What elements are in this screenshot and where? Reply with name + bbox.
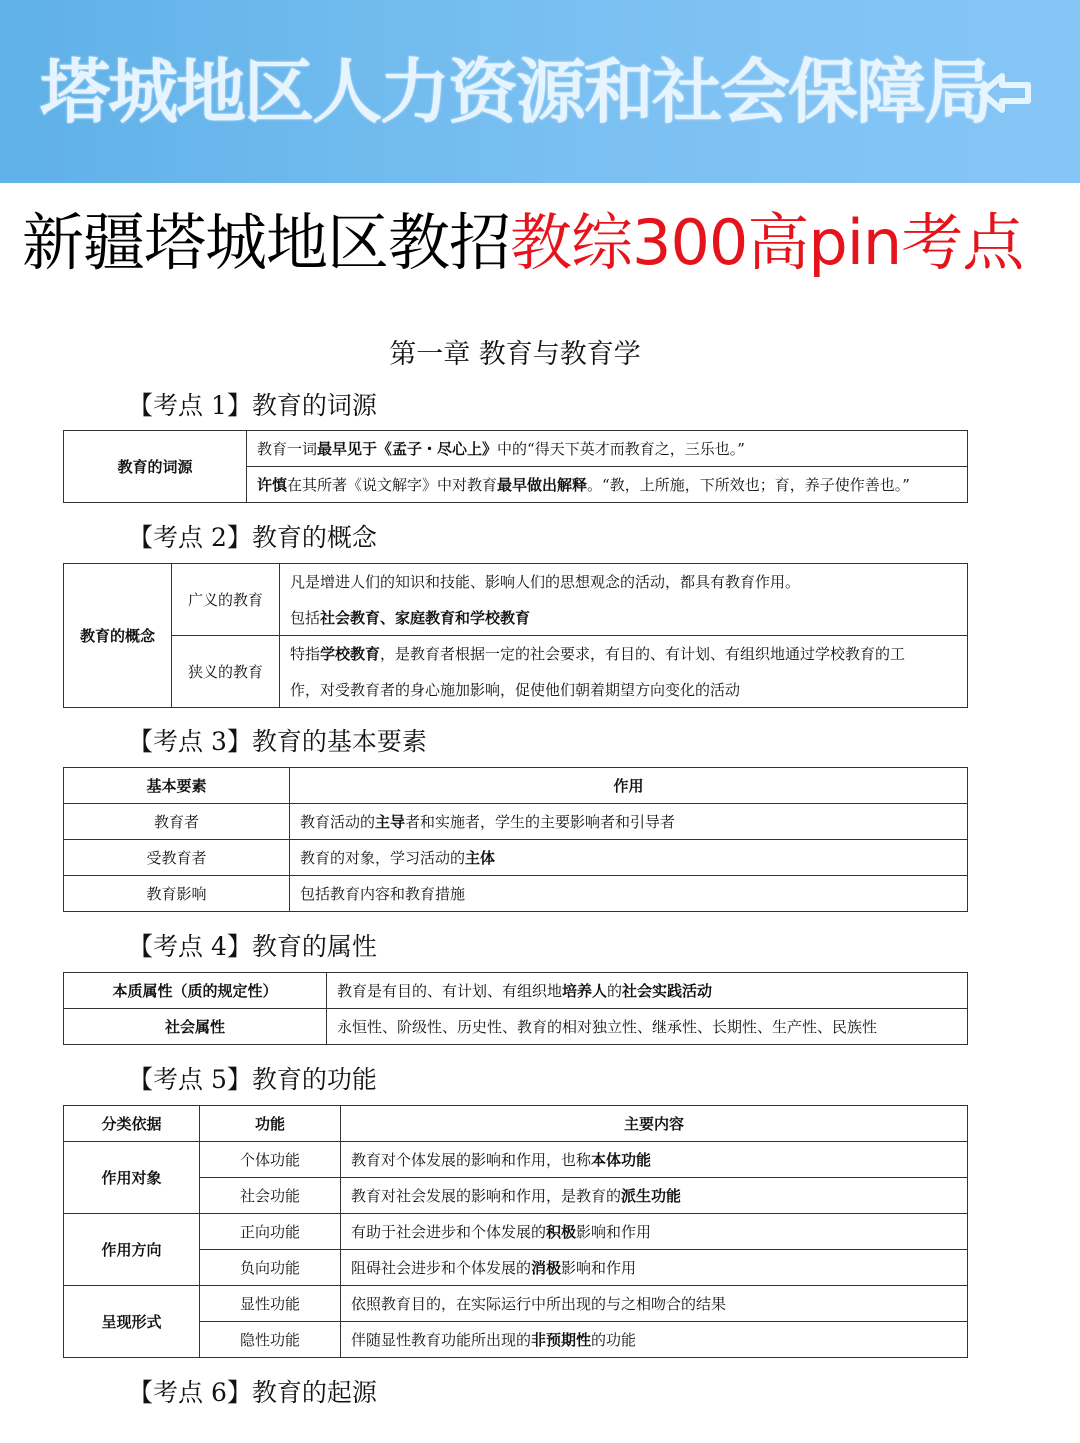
table-concept (63, 563, 968, 708)
table-cell: 包括社会教育、家庭教育和学校教育 (280, 600, 968, 636)
section-heading-2: 【考点 2】教育的概念 (128, 523, 377, 552)
broad-label: 广义的教育 (172, 564, 280, 636)
chapter-title: 第一章 教育与教育学 (389, 339, 641, 370)
table-row: 作用对象 个体功能 教育对个体发展的影响和作用，也称本体功能 (64, 1142, 968, 1178)
table-row: 呈现形式 显性功能 依照教育目的，在实际运行中所出现的与之相吻合的结果 (64, 1286, 968, 1322)
banner-title: 塔城地区人力资源和社会保障局 (40, 51, 992, 133)
table-row: 受教育者 教育的对象，学习活动的主体 (64, 840, 968, 876)
table-etymology (63, 430, 968, 503)
row-label: 教育的词源 (64, 431, 247, 503)
table-header: 基本要素 (64, 768, 290, 804)
table-header: 功能 (200, 1106, 341, 1142)
table-row: 教育者 教育活动的主导者和实施者，学生的主要影响者和引导者 (64, 804, 968, 840)
table-row: 社会功能 教育对社会发展的影响和作用，是教育的派生功能 (64, 1178, 968, 1214)
table-row: 作用方向 正向功能 有助于社会进步和个体发展的积极影响和作用 (64, 1214, 968, 1250)
section-heading-4: 【考点 4】教育的属性 (128, 932, 377, 961)
narrow-label: 狭义的教育 (172, 636, 280, 708)
table-cell: 教育一词最早见于《孟子・尽心上》中的“得天下英才而教育之，三乐也。” (247, 431, 968, 467)
table-cell: 特指学校教育，是教育者根据一定的社会要求，有目的、有计划、有组织地通过学校教育的工 (280, 636, 968, 672)
table-row: 隐性功能 伴随显性教育功能所出现的非预期性的功能 (64, 1322, 968, 1358)
table-cell: 许慎在其所著《说文解字》中对教育最早做出解释。“教，上所施，下所效也；育，养子使作善也。” (247, 467, 968, 503)
row-label: 教育的概念 (64, 564, 172, 708)
table-attributes (63, 972, 968, 1045)
table-row: 本质属性（质的规定性） 教育是有目的、有计划、有组织地培养人的社会实践活动 (64, 973, 968, 1009)
headline-part2: 教综300高pin考点 (510, 206, 1024, 279)
table-row: 负向功能 阻碍社会进步和个体发展的消极影响和作用 (64, 1250, 968, 1286)
table-cell: 作，对受教育者的身心施加影响，促使他们朝着期望方向变化的活动 (280, 672, 968, 708)
table-elements (63, 767, 968, 912)
table-functions (63, 1105, 968, 1358)
section-heading-6: 【考点 6】教育的起源 (128, 1378, 377, 1407)
table-header: 主要内容 (341, 1106, 968, 1142)
table-row: 教育影响 包括教育内容和教育措施 (64, 876, 968, 912)
section-heading-5: 【考点 5】教育的功能 (128, 1065, 377, 1094)
top-banner (0, 0, 1080, 183)
table-cell: 凡是增进人们的知识和技能、影响人们的思想观念的活动，都具有教育作用。 (280, 564, 968, 600)
table-header: 作用 (290, 768, 968, 804)
left-arrow-icon (978, 70, 1034, 116)
headline-part1: 新疆塔城地区教招 (22, 206, 511, 279)
table-row: 社会属性 永恒性、阶级性、历史性、教育的相对独立性、继承性、长期性、生产性、民族性 (64, 1009, 968, 1045)
table-header: 分类依据 (64, 1106, 200, 1142)
section-heading-1: 【考点 1】教育的词源 (128, 391, 377, 420)
section-heading-3: 【考点 3】教育的基本要素 (128, 727, 427, 756)
headline (22, 203, 1023, 283)
